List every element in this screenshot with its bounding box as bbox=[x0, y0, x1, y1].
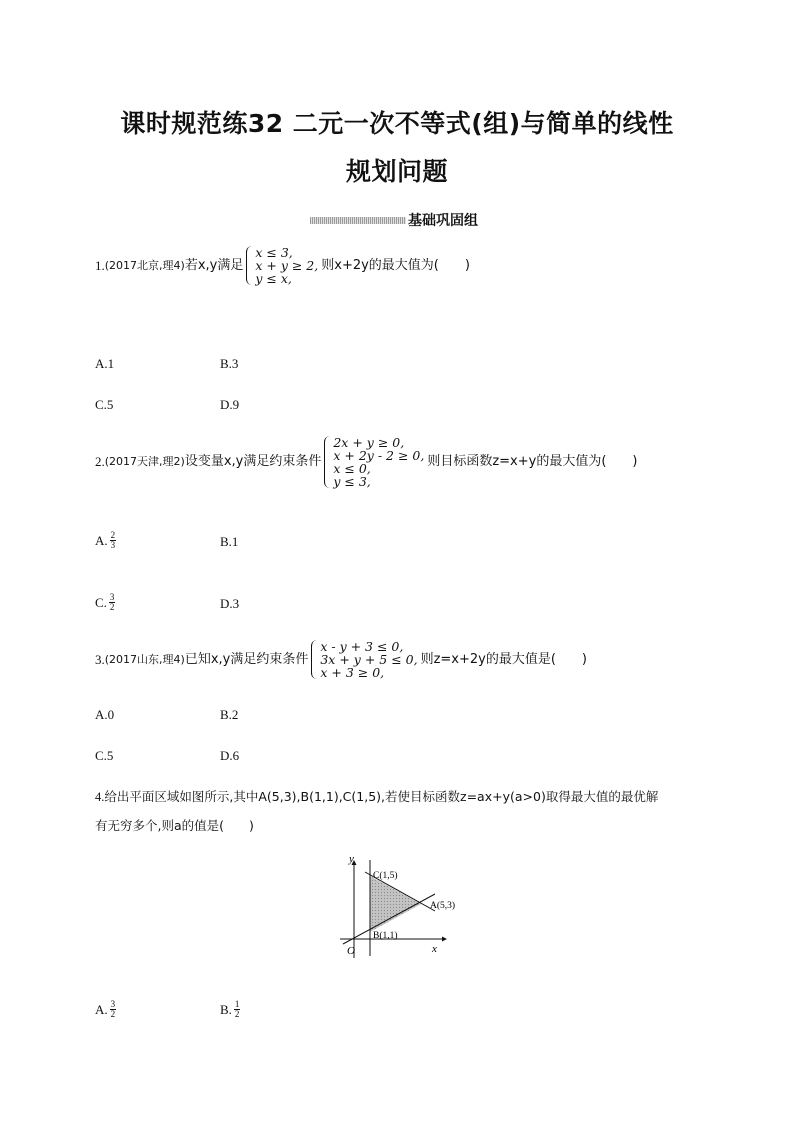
question-text: 已知x,y满足约束条件 bbox=[184, 651, 309, 667]
option-b: B. 1 bbox=[220, 534, 239, 549]
option-c: C. 5 bbox=[95, 748, 114, 763]
constraint: y ≤ 3, bbox=[333, 474, 371, 489]
question-text: 则x+2y的最大值为( ) bbox=[321, 257, 470, 273]
question-source: (2017天津,理2) bbox=[104, 455, 185, 468]
constraint: x + y ≥ 2, bbox=[255, 258, 319, 273]
fraction: $\frac{3}{2}$ bbox=[109, 592, 115, 612]
constraint: x ≤ 3, bbox=[255, 245, 293, 260]
constraint: 3x + y + 5 ≤ 0, bbox=[320, 652, 418, 667]
question-source: (2017北京,理4) bbox=[104, 258, 185, 272]
constraint: x + 2y - 2 ≥ 0, bbox=[333, 448, 425, 463]
fraction: $\frac{2}{3}$ bbox=[110, 530, 116, 550]
brace bbox=[324, 436, 331, 488]
constraint-system bbox=[324, 436, 424, 488]
page-title-line2: 规划问题 bbox=[345, 157, 448, 186]
fraction: $\frac{3}{2}$ bbox=[110, 999, 116, 1019]
question-1 bbox=[95, 246, 470, 285]
option-a: A. 1 bbox=[95, 356, 115, 371]
question-number: 2. bbox=[95, 454, 105, 469]
section-bar bbox=[310, 217, 406, 224]
option-a: A. 0 bbox=[95, 707, 115, 722]
brace bbox=[311, 640, 318, 679]
question-source: (2017山东,理4) bbox=[104, 652, 185, 666]
question-text: 若x,y满足 bbox=[184, 257, 244, 273]
option-a: A. $\frac{2}{3}$ bbox=[95, 530, 116, 550]
y-axis-label: y bbox=[349, 853, 354, 865]
constraint-system bbox=[311, 640, 417, 679]
option-b: B. 2 bbox=[220, 707, 239, 722]
x-arrow-icon bbox=[442, 937, 447, 942]
option-b: B. $\frac{1}{2}$ bbox=[220, 999, 240, 1019]
constraint: x ≤ 0, bbox=[333, 461, 371, 476]
option-d: D. 6 bbox=[220, 748, 240, 763]
constraint: 2x + y ≥ 0, bbox=[333, 435, 405, 450]
constraint-system bbox=[246, 246, 318, 285]
fraction: $\frac{1}{2}$ bbox=[234, 999, 240, 1019]
question-text: 设变量x,y满足约束条件 bbox=[184, 454, 322, 469]
point-c-label: C(1,5) bbox=[373, 871, 398, 881]
constraint: x + 3 ≥ 0, bbox=[320, 665, 385, 680]
origin-label: O bbox=[347, 945, 355, 957]
option-d: D. 9 bbox=[220, 397, 240, 412]
question-2 bbox=[95, 436, 637, 488]
question-number: 4. bbox=[95, 790, 105, 804]
question-text: 则z=x+2y的最大值是( ) bbox=[420, 651, 587, 667]
question-3 bbox=[95, 640, 587, 679]
question-number: 3. bbox=[95, 651, 105, 667]
option-c: C. 5 bbox=[95, 397, 114, 412]
page-title: 课时规范练32 二元一次不等式(组)与简单的线性 bbox=[120, 109, 674, 138]
constraint: y ≤ x, bbox=[255, 271, 292, 286]
section-label: 基础巩固组 bbox=[408, 213, 478, 229]
option-d: D. 3 bbox=[220, 596, 240, 611]
question-4-line2 bbox=[95, 818, 254, 834]
section-header bbox=[310, 210, 478, 230]
option-a: A. $\frac{3}{2}$ bbox=[95, 999, 116, 1019]
question-text: 有无穷多个,则a的值是( ) bbox=[95, 818, 254, 833]
feasible-region bbox=[370, 876, 421, 932]
option-b: B. 3 bbox=[220, 356, 239, 371]
option-c: C. $\frac{3}{2}$ bbox=[95, 592, 115, 612]
question-4 bbox=[95, 789, 658, 805]
question-text: 给出平面区域如图所示,其中A(5,3),B(1,1),C(1,5),若使目标函数z=ax+y(a>0)取得最大值的最优解 bbox=[104, 789, 659, 804]
x-axis-label: x bbox=[432, 943, 437, 955]
question-text: 则目标函数z=x+y的最大值为( ) bbox=[427, 454, 638, 469]
point-a-label: A(5,3) bbox=[430, 901, 456, 911]
region-figure bbox=[335, 852, 460, 964]
constraint: x - y + 3 ≤ 0, bbox=[320, 639, 404, 654]
point-b-label: B(1,1) bbox=[373, 931, 398, 941]
question-number: 1. bbox=[95, 257, 105, 273]
brace bbox=[246, 246, 253, 285]
